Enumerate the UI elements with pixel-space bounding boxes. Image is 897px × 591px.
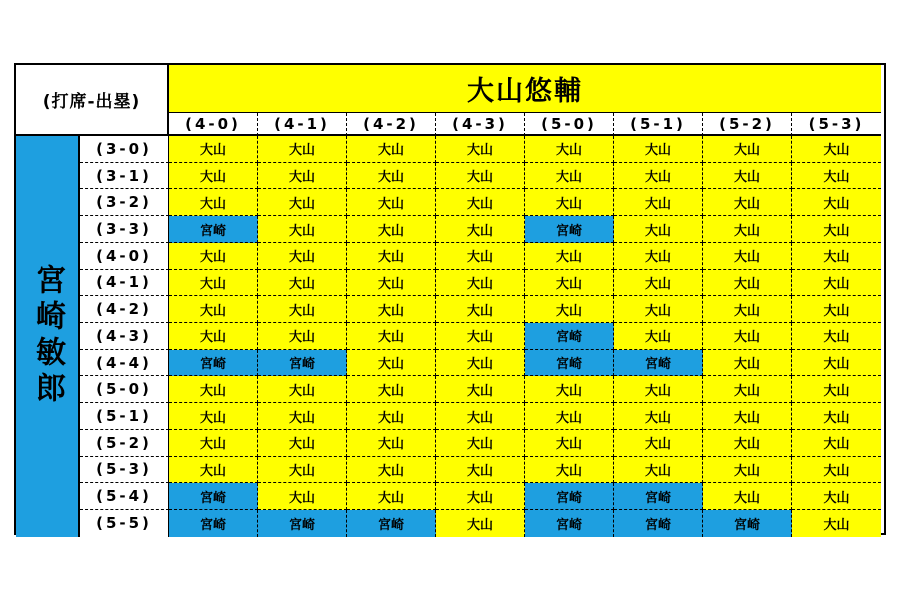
table-cell: 宮崎: [525, 323, 614, 350]
table-cell: 大山: [436, 403, 525, 430]
row-header: (4-0): [80, 243, 169, 270]
row-header: (3-3): [80, 216, 169, 243]
table-cell: 大山: [258, 376, 347, 403]
row-header: (3-2): [80, 189, 169, 216]
row-header: (5-1): [80, 403, 169, 430]
table-cell: 大山: [703, 136, 792, 163]
table-cell: 大山: [703, 350, 792, 377]
table-cell: 大山: [436, 376, 525, 403]
table-cell: 大山: [703, 430, 792, 457]
table-cell: 大山: [436, 350, 525, 377]
table-cell: 大山: [169, 189, 258, 216]
table-cell: 大山: [436, 483, 525, 510]
table-cell: 大山: [792, 243, 881, 270]
table-cell: 大山: [347, 457, 436, 484]
table-cell: 大山: [347, 350, 436, 377]
table-cell: 宮崎: [258, 510, 347, 537]
row-header: (5-4): [80, 483, 169, 510]
table-cell: 大山: [792, 323, 881, 350]
table-cell: 大山: [614, 136, 703, 163]
table-cell: 大山: [258, 163, 347, 190]
table-cell: 宮崎: [169, 483, 258, 510]
table-cell: 宮崎: [525, 510, 614, 537]
column-header: (4-0): [169, 113, 258, 136]
table-cell: 大山: [525, 189, 614, 216]
table-cell: 大山: [614, 403, 703, 430]
table-cell: 大山: [258, 216, 347, 243]
table-cell: 大山: [525, 136, 614, 163]
table-cell: 大山: [436, 243, 525, 270]
table-cell: 大山: [169, 323, 258, 350]
table-cell: 大山: [792, 483, 881, 510]
table-cell: 大山: [792, 216, 881, 243]
table-cell: 大山: [792, 296, 881, 323]
table-cell: 大山: [258, 403, 347, 430]
table-cell: 大山: [347, 163, 436, 190]
row-header: (5-3): [80, 457, 169, 484]
table-cell: 大山: [347, 483, 436, 510]
table-cell: 大山: [258, 189, 347, 216]
table-cell: 大山: [436, 136, 525, 163]
table-cell: 大山: [792, 350, 881, 377]
table-cell: 大山: [614, 216, 703, 243]
table-cell: 大山: [258, 323, 347, 350]
table-cell: 大山: [525, 243, 614, 270]
row-header: (3-1): [80, 163, 169, 190]
table-cell: 大山: [436, 430, 525, 457]
column-header: (5-3): [792, 113, 881, 136]
table-cell: 大山: [703, 323, 792, 350]
table-cell: 大山: [169, 376, 258, 403]
table-cell: 大山: [436, 216, 525, 243]
table-cell: 大山: [169, 243, 258, 270]
table-cell: 宮崎: [614, 350, 703, 377]
table-title: 大山悠輔: [169, 65, 881, 113]
table-cell: 大山: [258, 457, 347, 484]
table-cell: 大山: [703, 296, 792, 323]
table-cell: 大山: [525, 163, 614, 190]
table-cell: 宮崎: [525, 483, 614, 510]
table-cell: 大山: [347, 216, 436, 243]
table-cell: 大山: [258, 430, 347, 457]
table-cell: 大山: [703, 189, 792, 216]
table-cell: 宮崎: [169, 510, 258, 537]
corner-label: (打席-出塁): [16, 65, 169, 136]
table-cell: 大山: [792, 136, 881, 163]
table-cell: 大山: [614, 430, 703, 457]
column-header: (5-2): [703, 113, 792, 136]
table-cell: 大山: [792, 457, 881, 484]
table-cell: 大山: [436, 510, 525, 537]
table-cell: 大山: [347, 403, 436, 430]
table-cell: 大山: [614, 457, 703, 484]
table-cell: 大山: [703, 216, 792, 243]
table-cell: 大山: [525, 403, 614, 430]
table-cell: 大山: [525, 430, 614, 457]
table-cell: 大山: [258, 483, 347, 510]
column-header: (4-2): [347, 113, 436, 136]
table-cell: 大山: [792, 163, 881, 190]
table-cell: 大山: [436, 189, 525, 216]
table-cell: 大山: [436, 457, 525, 484]
table-cell: 宮崎: [525, 350, 614, 377]
row-header: (3-0): [80, 136, 169, 163]
table-cell: 宮崎: [614, 483, 703, 510]
table-cell: 大山: [436, 323, 525, 350]
row-header: (5-0): [80, 376, 169, 403]
table-cell: 大山: [169, 163, 258, 190]
table-cell: 大山: [436, 163, 525, 190]
table-cell: 大山: [258, 270, 347, 297]
table-cell: 大山: [258, 296, 347, 323]
table-cell: 大山: [347, 323, 436, 350]
table-cell: 大山: [792, 430, 881, 457]
table-cell: 大山: [703, 376, 792, 403]
table-cell: 大山: [792, 403, 881, 430]
row-header: (5-5): [80, 510, 169, 537]
table-cell: 大山: [347, 243, 436, 270]
table-cell: 大山: [792, 510, 881, 537]
table-cell: 大山: [614, 296, 703, 323]
table-cell: 大山: [703, 403, 792, 430]
table-cell: 宮崎: [347, 510, 436, 537]
table-cell: 大山: [703, 457, 792, 484]
table-cell: 宮崎: [169, 216, 258, 243]
table-cell: 大山: [169, 457, 258, 484]
table-cell: 大山: [792, 270, 881, 297]
table-cell: 大山: [436, 296, 525, 323]
table-cell: 大山: [258, 136, 347, 163]
row-header: (4-4): [80, 350, 169, 377]
sidebar: [16, 136, 80, 537]
table-cell: 大山: [347, 136, 436, 163]
table-cell: 大山: [169, 403, 258, 430]
table-cell: 大山: [792, 376, 881, 403]
table-cell: 宮崎: [258, 350, 347, 377]
table-cell: 大山: [703, 270, 792, 297]
table-cell: 宮崎: [703, 510, 792, 537]
comparison-table: [14, 63, 886, 535]
table-cell: 大山: [347, 270, 436, 297]
column-header: (4-3): [436, 113, 525, 136]
table-cell: 宮崎: [525, 216, 614, 243]
column-header: (5-0): [525, 113, 614, 136]
table-cell: 大山: [436, 270, 525, 297]
table-cell: 大山: [614, 243, 703, 270]
table-cell: 宮崎: [614, 510, 703, 537]
table-cell: 大山: [525, 376, 614, 403]
table-cell: 大山: [792, 189, 881, 216]
row-header: (4-1): [80, 270, 169, 297]
table-cell: 大山: [614, 270, 703, 297]
table-cell: 大山: [347, 296, 436, 323]
row-header: (4-3): [80, 323, 169, 350]
table-cell: 大山: [703, 483, 792, 510]
table-cell: 大山: [169, 136, 258, 163]
table-cell: 大山: [614, 163, 703, 190]
table-cell: 大山: [703, 243, 792, 270]
table-cell: 大山: [614, 323, 703, 350]
table-cell: 宮崎: [169, 350, 258, 377]
table-cell: 大山: [525, 270, 614, 297]
table-cell: 大山: [614, 189, 703, 216]
table-cell: 大山: [169, 270, 258, 297]
table-cell: 大山: [614, 376, 703, 403]
table-cell: 大山: [169, 296, 258, 323]
table-cell: 大山: [525, 457, 614, 484]
column-header: (4-1): [258, 113, 347, 136]
table-cell: 大山: [347, 376, 436, 403]
row-header: (5-2): [80, 430, 169, 457]
sidebar-player-name: 宮崎敏郎: [30, 264, 65, 409]
table-cell: 大山: [258, 243, 347, 270]
column-header: (5-1): [614, 113, 703, 136]
row-header: (4-2): [80, 296, 169, 323]
table-cell: 大山: [703, 163, 792, 190]
table-cell: 大山: [169, 430, 258, 457]
table-cell: 大山: [347, 189, 436, 216]
table-cell: 大山: [525, 296, 614, 323]
table-cell: 大山: [347, 430, 436, 457]
